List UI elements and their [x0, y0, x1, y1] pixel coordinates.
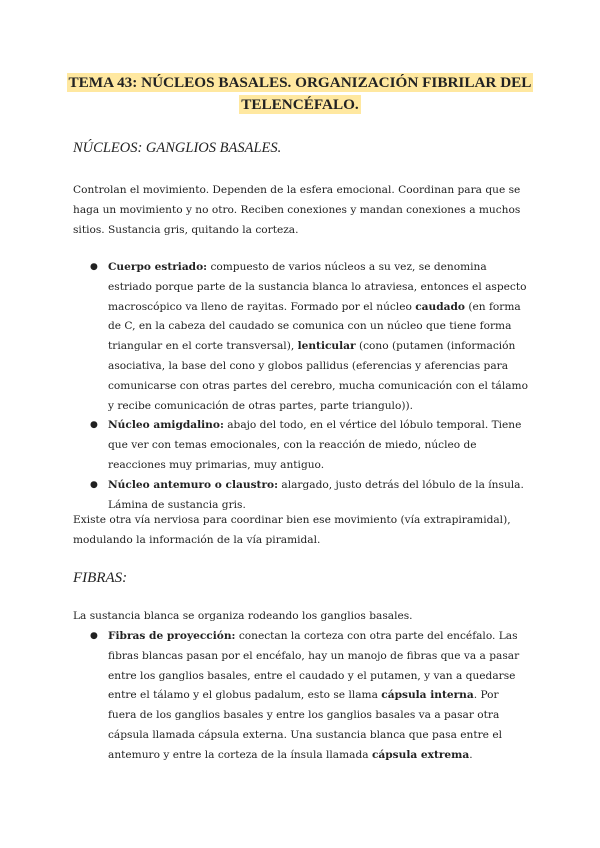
- list-item-fibras-proyeccion: ● Fibras de proyección: conectan la corteza con otra parte del encéfalo. Las fibras blancas pasan por el encéfalo, hay un manojo de fibras que va a pasar entre los ganglios basales, entre el caudado y el putamen, y van a quedarse entre el tálamo y el globus padalum, esto se llama cápsula interna. Por fuera de los ganglios basales y entre los ganglios basales va a pasar otra cápsula llamada cápsula externa. Una sustancia blanca que pasa entre el antemuro y entre la corteza de la ínsula llamada cápsula extrema.: [90, 627, 530, 766]
- list-item-nucleo-antemuro: ● Núcleo antemuro o claustro: alargado, justo detrás del lóbulo de la ínsula. Lámina de sustancia gris.: [90, 476, 530, 516]
- list-item-nucleo-amigdalino: ● Núcleo amigdalino: abajo del todo, en el vértice del lóbulo temporal. Tiene que ver con temas emocionales, con la reacción de miedo, núcleo de reacciones muy primarias, muy antiguo.: [90, 416, 530, 475]
- bullet-icon: ●: [90, 262, 98, 272]
- closing-paragraph: Existe otra vía nerviosa para coordinar bien ese movimiento (vía extrapiramidal), modulando la información de la vía piramidal.: [73, 514, 511, 547]
- title-line-1: TEMA 43: NÚCLEOS BASALES. ORGANIZACIÓN FIBRILAR DEL: [68, 74, 532, 91]
- bullet-icon: ●: [90, 479, 98, 490]
- nucleos-list: [90, 258, 530, 515]
- bullet-icon: ●: [90, 631, 98, 641]
- term: Cuerpo estriado:: [108, 261, 208, 273]
- term: Fibras de proyección:: [108, 630, 236, 642]
- intro-paragraph: Controlan el movimiento. Dependen de la esfera emocional. Coordinan para que se haga un movimiento y no otro. Reciben conexiones y mandan conexiones a muchos sitios. Sustancia gris, quitando la corteza.: [73, 184, 521, 237]
- fibras-intro-paragraph: La sustancia blanca se organiza rodeando los ganglios basales.: [73, 610, 413, 622]
- section-heading-fibras: FIBRAS:: [73, 570, 128, 586]
- page-title: [60, 72, 540, 116]
- term: Núcleo antemuro o claustro:: [108, 478, 279, 491]
- term: Núcleo amigdalino:: [108, 419, 224, 432]
- list-item-cuerpo-estriado: ● Cuerpo estriado: compuesto de varios núcleos a su vez, se denomina estriado porque parte de la sustancia blanca lo atraviesa, entonces el aspecto macroscópico va lleno de rayitas. Formado por el núcleo caudado (en forma de C, en la cabeza del caudado se comunica con un núcleo que tiene forma triangular en el corte transversal), lenticular (cono (putamen (información asociativa, la base del cono y globos pallidus (eferencias y aferencias para comunicarse con otras partes del cerebro, mucha comunicación con el tálamo y recibe comunicación de otras partes, parte triangulo)).: [90, 258, 530, 416]
- section-heading-nucleos: NÚCLEOS: GANGLIOS BASALES.: [73, 140, 282, 156]
- title-line-2: TELENCÉFALO.: [241, 96, 359, 113]
- bullet-icon: ●: [90, 420, 98, 431]
- fibras-list: [90, 627, 530, 766]
